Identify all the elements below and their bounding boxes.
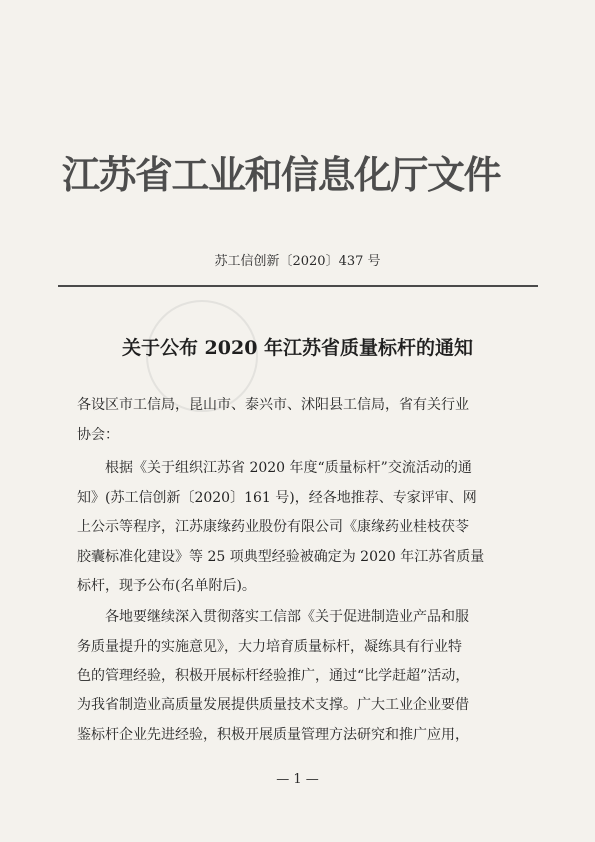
body-line-12: 鉴标杆企业先进经验，积极开展质量管理方法研究和推广应用， — [77, 727, 469, 743]
body-line-5: 上公示等程序，江苏康缘药业股份有限公司《康缘药业桂枝茯苓 — [77, 519, 469, 535]
document-header-title: 江苏省工业和信息化厅文件 — [62, 152, 501, 197]
document-number: 苏工信创新〔2020〕437 号 — [214, 254, 381, 269]
body-line-2: 协会： — [77, 427, 119, 443]
body-line-3: 根据《关于组织江苏省 2020 年度“质量标杆”交流活动的通 — [105, 460, 472, 476]
body-line-11: 为我省制造业高质量发展提供质量技术支撑。广大工业企业要借 — [77, 697, 469, 713]
body-line-6: 胶囊标准化建设》等 25 项典型经验被确定为 2020 年江苏省质量 — [77, 549, 485, 565]
body-line-8: 各地要继续深入贯彻落实工信部《关于促进制造业产品和服 — [105, 609, 469, 625]
body-line-4: 知》(苏工信创新〔2020〕161 号)，经各地推荐、专家评审、网 — [77, 490, 477, 506]
body-line-10: 色的管理经验，积极开展标杆经验推广，通过“比学赶超”活动， — [77, 668, 470, 684]
body-line-7: 标杆，现予公布(名单附后)。 — [77, 578, 256, 594]
body-line-9: 务质量提升的实施意见》，大力培育质量标杆，凝练具有行业特 — [77, 639, 462, 655]
page-number: — 1 — — [276, 772, 319, 787]
body-line-1: 各设区市工信局，昆山市、泰兴市、沭阳县工信局，省有关行业 — [77, 397, 469, 413]
header-divider — [58, 285, 538, 287]
notice-title: 关于公布 2020 年江苏省质量标杆的通知 — [121, 337, 474, 359]
